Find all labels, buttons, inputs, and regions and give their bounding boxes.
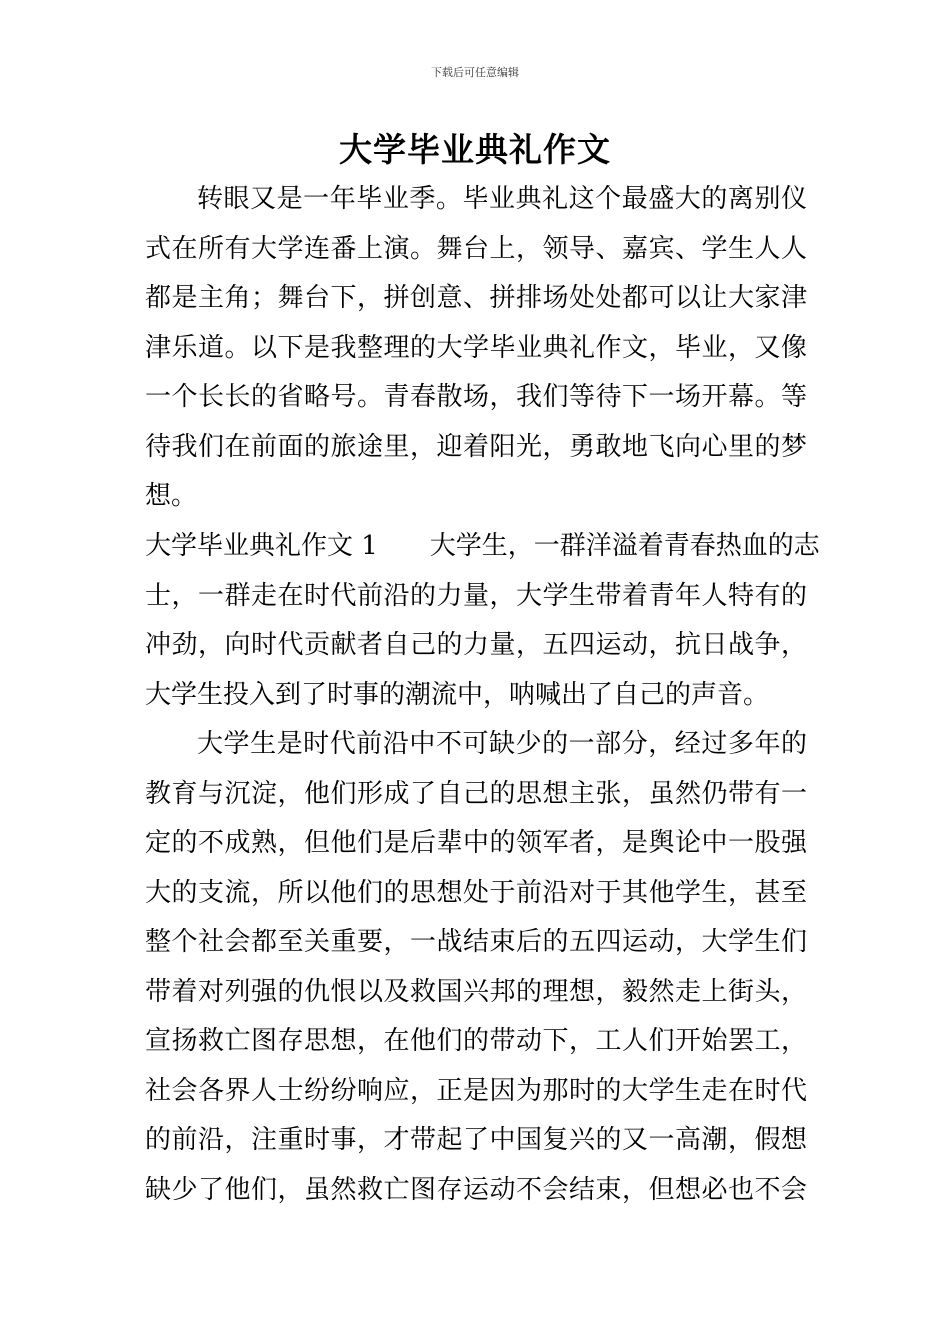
paragraph-line: 宣扬救亡图存思想，在他们的带动下，工人们开始罢工，: [145, 1026, 807, 1056]
paragraph-line: 定的不成熟，但他们是后辈中的领军者，是舆论中一股强: [145, 828, 807, 858]
paragraph-line: 教育与沉淀，他们形成了自己的思想主张，虽然仍带有一: [145, 778, 807, 809]
paragraph-line: 冲劲，向时代贡献者自己的力量，五四运动，抗日战争，: [145, 630, 807, 660]
header-note: 下载后可任意编辑: [431, 66, 519, 79]
paragraph-line: 的前沿，注重时事，才带起了中国复兴的又一高潮，假想: [145, 1125, 807, 1155]
paragraph-line: 转眼又是一年毕业季。毕业典礼这个最盛大的离别仪: [197, 184, 807, 214]
intro-paragraph: [145, 175, 807, 522]
paragraph-line: 想。: [145, 481, 198, 511]
document-title: 大学毕业典礼作文: [339, 130, 611, 169]
paragraph-line: 带着对列强的仇恨以及救国兴邦的理想，毅然走上街头，: [145, 976, 807, 1007]
paragraph-line: 大学生是时代前沿中不可缺少的一部分，经过多年的: [197, 729, 807, 759]
paragraph-line: 大学生投入到了时事的潮流中，呐喊出了自己的声音。: [145, 679, 770, 710]
paragraph-line: 大的支流，所以他们的思想处于前沿对于其他学生，甚至: [145, 877, 807, 908]
paragraph-line: 都是主角；舞台下，拼创意、拼排场处处都可以让大家津: [145, 283, 807, 313]
paragraph-line: 士，一群走在时代前沿的力量，大学生带着青年人特有的: [145, 580, 807, 611]
paragraph-line: 待我们在前面的旅途里，迎着阳光，勇敢地飞向心里的梦: [145, 431, 807, 462]
paragraph-line: 缺少了他们，虽然救亡图存运动不会结束，但想必也不会: [145, 1174, 807, 1205]
paragraph-line: 一个长长的省略号。青春散场，我们等待下一场开幕。等: [145, 382, 807, 412]
paragraph-line: 大学毕业典礼作文 1 大学生，一群洋溢着青春热血的志: [145, 531, 820, 561]
paragraph-line: 式在所有大学连番上演。舞台上，领导、嘉宾、学生人人: [145, 233, 807, 264]
paragraph-line: 整个社会都至关重要，一战结束后的五四运动，大学生们: [145, 927, 807, 957]
section-1-paragraph: [145, 522, 820, 720]
body-paragraph-2: [145, 720, 807, 1215]
paragraph-line: 社会各界人士纷纷响应，正是因为那时的大学生走在时代: [145, 1075, 807, 1106]
paragraph-line: 津乐道。以下是我整理的大学毕业典礼作文，毕业，又像: [145, 332, 807, 363]
